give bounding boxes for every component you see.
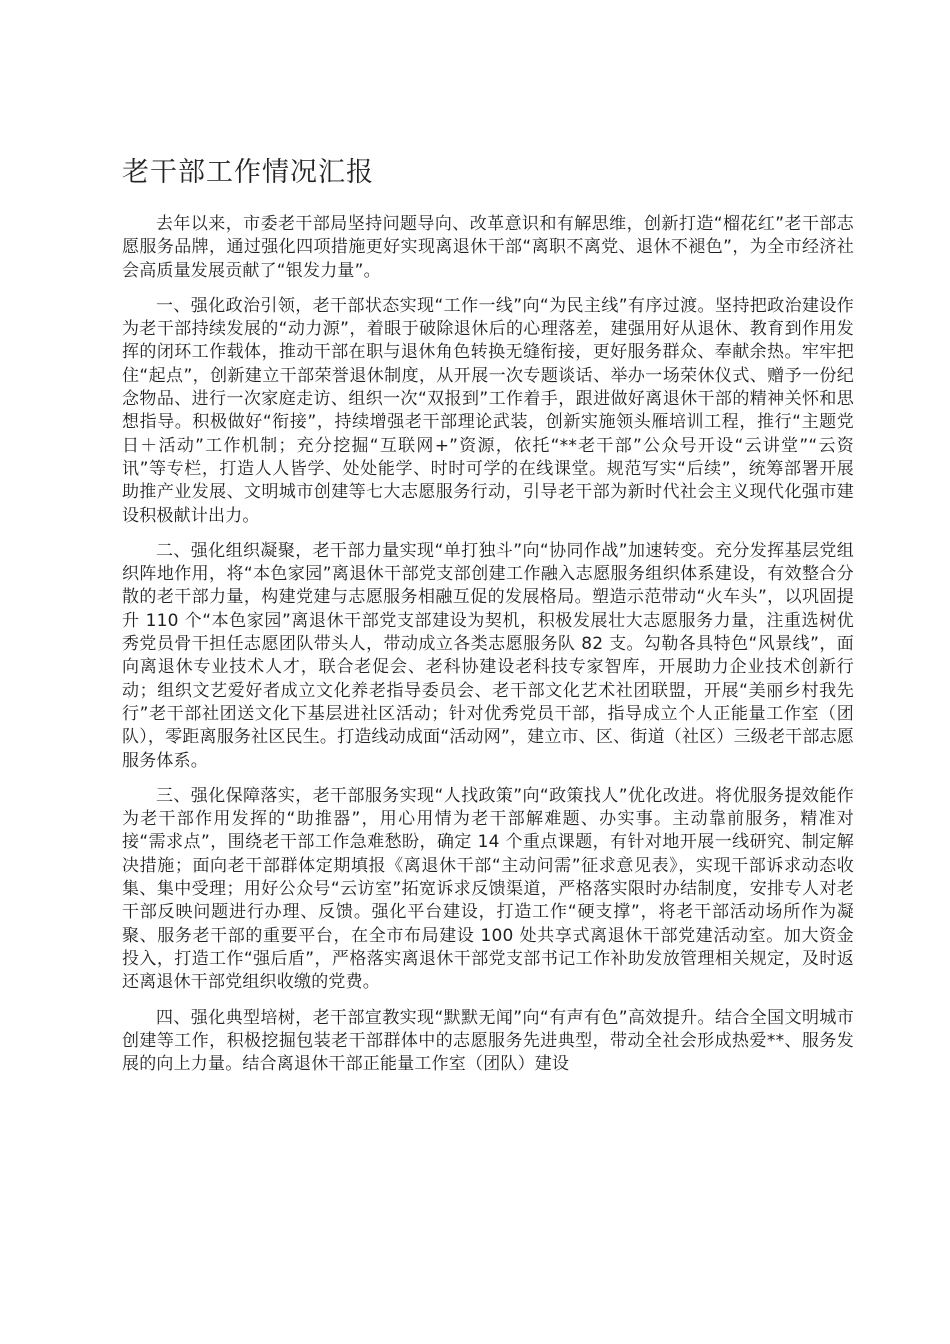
paragraph-section-2: 二、强化组织凝聚，老干部力量实现“单打独斗”向“协同作战”加速转变。充分发挥基层党组织阵地作用，将“本色家园”离退休干部党支部创建工作融入志愿服务组织体系建设，有效整合分散的老干部力量，构建党建与志愿服务相融互促的发展格局。塑造示范带动“火车头”，以巩固提升 110 个“本色家园”离退休干部党支部建设为契机，积极发展壮大志愿服务力量，注重选树优秀党员骨干担任志愿团队带头人，带动成立各类志愿服务队 82 支。勾勒各具特色“风景线”，面向离退休专业技术人才，联合老促会、老科协建设老科技专家智库，开展助力企业技术创新行动；组织文艺爱好者成立文化养老指导委员会、老干部文化艺术社团联盟，开展“美丽乡村我先行”老干部社团送文化下基层进社区活动；针对优秀党员干部，指导成立个人正能量工作室（团队），零距离服务社区民生。打造线动成面“活动网”，建立市、区、街道（社区）三级老干部志愿服务体系。 — [122, 540, 854, 771]
document-page — [122, 150, 854, 1088]
paragraph-intro: 去年以来，市委老干部局坚持问题导向、改革意识和有解思维，创新打造“榴花红”老干部志愿服务品牌，通过强化四项措施更好实现离退休干部“离职不离党、退休不褪色”，为全市经济社会高质量发展贡献了“银发力量”。 — [122, 214, 854, 281]
paragraph-section-1: 一、强化政治引领，老干部状态实现“工作一线”向“为民主线”有序过渡。坚持把政治建设作为老干部持续发展的“动力源”，着眼于破除退休后的心理落差，建强用好从退休、教育到作用发挥的闭环工作载体，推动干部在职与退休角色转换无缝衔接，更好服务群众、奉献余热。牢牢把住“起点”，创新建立干部荣誉退休制度，从开展一次专题谈话、举办一场荣休仪式、赠予一份纪念物品、进行一次家庭走访、组织一次“双报到”工作着手，跟进做好离退休干部的精神关怀和思想指导。积极做好“衔接”，持续增强老干部理论武装，创新实施领头雁培训工程，推行“主题党日＋活动”工作机制；充分挖掘“互联网+”资源，依托“**老干部”公众号开设“云讲堂”“云资讯”等专栏，打造人人皆学、处处能学、时时可学的在线课堂。规范写实“后续”，统筹部署开展助推产业发展、文明城市创建等七大志愿服务行动，引导老干部为新时代社会主义现代化强市建设积极献计出力。 — [122, 295, 854, 526]
document-title: 老干部工作情况汇报 — [122, 157, 374, 188]
paragraph-section-4: 四、强化典型培树，老干部宣教实现“默默无闻”向“有声有色”高效提升。结合全国文明城市创建等工作，积极挖掘包装老干部群体中的志愿服务先进典型，带动全社会形成热爱**、服务发展的向上力量。结合离退休干部正能量工作室（团队）建设 — [122, 1007, 854, 1075]
paragraph-section-3: 三、强化保障落实，老干部服务实现“人找政策”向“政策找人”优化改进。将优服务提效能作为老干部作用发挥的“助推器”，用心用情为老干部解难题、办实事。主动靠前服务，精准对接“需求点”，围绕老干部工作急难愁盼，确定 14 个重点课题，有针对地开展一线研究、制定解决措施；面向老干部群体定期填报《离退休干部“主动问需”征求意见表》，实现干部诉求动态收集、集中受理；用好公众号“云访室”拓宽诉求反馈渠道，严格落实限时办结制度，安排专人对老干部反映问题进行办理、反馈。强化平台建设，打造工作“硬支撑”，将老干部活动场所作为凝聚、服务老干部的重要平台，在全市布局建设 100 处共享式离退休干部党建活动室。加大资金投入，打造工作“强后盾”，严格落实离退休干部党支部书记工作补助发放管理相关规定，及时返还离退休干部党组织收缴的党费。 — [122, 785, 854, 993]
